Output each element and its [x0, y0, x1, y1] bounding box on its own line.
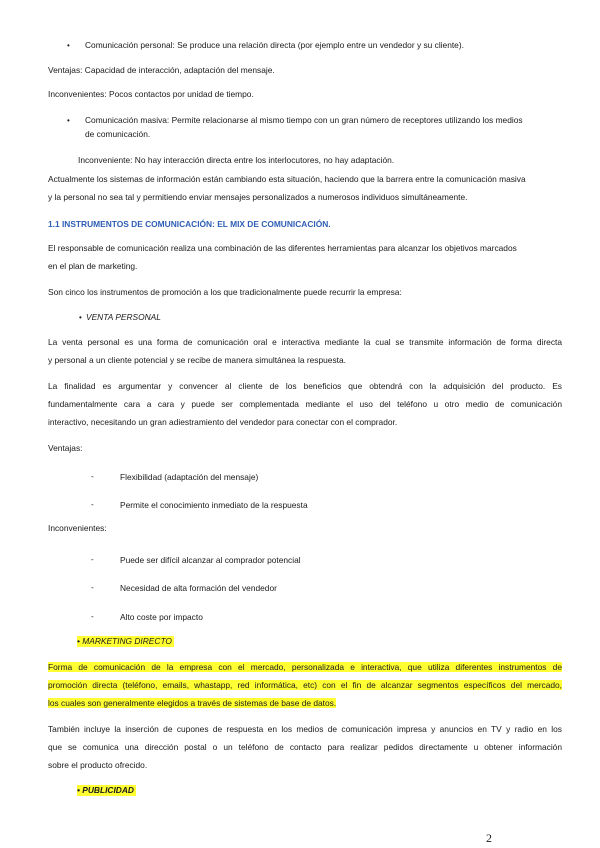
marketing-directo-text-3: los cuales son generalmente elegidos a través de sistemas de base de datos. [48, 698, 337, 708]
section-heading: 1.1 INSTRUMENTOS DE COMUNICACIÓN: EL MIX DE COMUNICACIÓN. [48, 219, 331, 229]
marketing-directo-line-2 [48, 680, 562, 691]
bullet-dot: • [79, 313, 82, 322]
bullet-dot: • [77, 785, 80, 795]
ventaja-item-2: Permite el conocimiento inmediato de la respuesta [120, 500, 308, 510]
tambien-line-3: sobre el producto ofrecido. [48, 760, 148, 770]
bullet-dot: • [67, 41, 70, 50]
finalidad-line-3: interactivo, necesitando un gran adiestramiento del vendedor para conectar con el comprador. [48, 417, 398, 427]
venta-personal-title: VENTA PERSONAL [86, 312, 161, 322]
finalidad-line-1: La finalidad es argumentar y convencer al cliente de los beneficios que obtendrá con la adquisición del producto. Es [48, 381, 562, 391]
marketing-directo-text-1: Forma de comunicación de la empresa con el mercado, personalizada e interactiva, que utiliza diferentes instrumentos de [48, 662, 562, 672]
page-number: 2 [486, 831, 492, 845]
comunicacion-masiva-line: Comunicación masiva: Permite relacionarse al mismo tiempo con un gran número de receptores utilizando los medios [85, 115, 523, 125]
publicidad-title-text: PUBLICIDAD [82, 785, 134, 795]
marketing-directo-line-1 [48, 662, 562, 673]
inconveniente-item-3: Alto coste por impacto [120, 612, 203, 622]
inconvenientes-label: Inconvenientes: [48, 523, 107, 533]
ventajas-label: Ventajas: [48, 443, 83, 453]
venta-personal-line-1: La venta personal es una forma de comunicación oral e interactiva mediante la cual se transmite información de forma directa [48, 337, 562, 347]
marketing-directo-line-3 [48, 698, 336, 709]
comunicacion-masiva-line-2: de comunicación. [85, 129, 151, 139]
actualmente-line-1: Actualmente los sistemas de información están cambiando esta situación, haciendo que la barrera entre la comunicación masiva [48, 174, 526, 184]
tambien-line-1: También incluye la inserción de cupones de respuesta en los medios de comunicación impresa y anuncios en TV y radio en los [48, 724, 562, 734]
venta-personal-line-2: y personal a un cliente potencial y se recibe de manera simultánea la respuesta. [48, 355, 346, 365]
comunicacion-personal-line: Comunicación personal: Se produce una relación directa (por ejemplo entre un vendedor y su cliente). [85, 40, 464, 50]
bullet-dot: • [77, 636, 80, 646]
inconveniente-item-2: Necesidad de alta formación del vendedor [120, 583, 277, 593]
cinco-instrumentos-line: Son cinco los instrumentos de promoción a los que tradicionalmente puede recurrir la empresa: [48, 287, 402, 297]
bullet-dash: - [91, 583, 94, 592]
inconveniente-item-1: Puede ser difícil alcanzar al comprador potencial [120, 555, 301, 565]
finalidad-line-2: fundamentalmente cara a cara y puede ser complementada mediante el uso del teléfono u otro medio de comunicación [48, 399, 562, 409]
ventaja-item-1: Flexibilidad (adaptación del mensaje) [120, 472, 259, 482]
inconveniente-masiva-line: Inconveniente: No hay interacción directa entre los interlocutores, no hay adaptación. [78, 155, 395, 165]
bullet-dot: • [67, 116, 70, 125]
marketing-directo-title-text: MARKETING DIRECTO [82, 636, 172, 646]
publicidad-title [77, 785, 136, 796]
inconvenientes-personal-line: Inconvenientes: Pocos contactos por unidad de tiempo. [48, 89, 254, 99]
bullet-dash: - [91, 612, 94, 621]
responsable-line-2: en el plan de marketing. [48, 261, 138, 271]
bullet-dash: - [91, 472, 94, 481]
responsable-line-1: El responsable de comunicación realiza una combinación de las diferentes herramientas para alcanzar los objetivos marcados [48, 243, 517, 253]
marketing-directo-title [77, 636, 174, 647]
marketing-directo-text-2: promoción directa (teléfono, emails, whastapp, red informática, etc) con el fin de alcanzar segmentos específicos del mercado, [48, 680, 562, 690]
tambien-line-2: que se comunica una dirección postal o un teléfono de contacto para realizar pedidos directamente u obtener información [48, 742, 562, 752]
bullet-dash: - [91, 500, 94, 509]
bullet-dash: - [91, 555, 94, 564]
ventajas-personal-line: Ventajas: Capacidad de interacción, adaptación del mensaje. [48, 65, 275, 75]
actualmente-line-2: y la personal no sea tal y permitiendo enviar mensajes personalizados a numerosos individuos simultáneamente. [48, 192, 468, 202]
